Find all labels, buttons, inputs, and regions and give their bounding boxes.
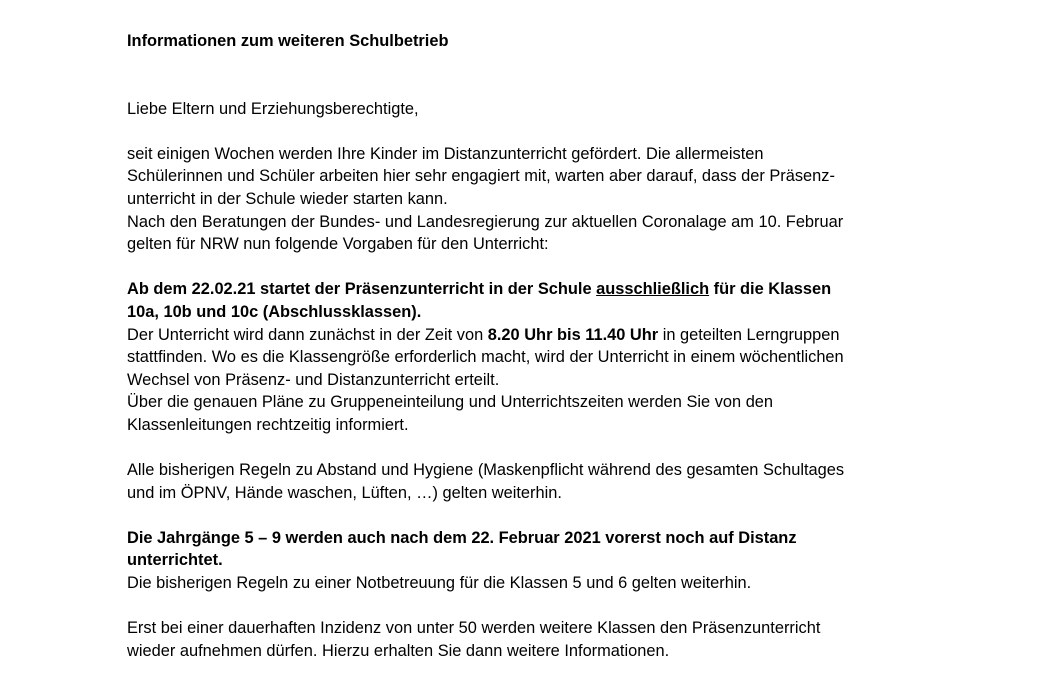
hygiene-line: Alle bisherigen Regeln zu Abstand und Hygiene (Maskenpflicht während des gesamten Schultages — [127, 461, 845, 480]
intro-line: Schülerinnen und Schüler arbeiten hier sehr engagiert mit, warten aber darauf, dass der Präsenz- — [127, 167, 835, 186]
announcement-paragraph — [127, 278, 987, 436]
distance-notice-line: unterrichtet. — [127, 551, 223, 570]
announcement-line — [127, 278, 987, 301]
schedule-line: Über die genauen Pläne zu Gruppeneinteilung und Unterrichtszeiten werden Sie von den — [127, 393, 774, 412]
announcement-text: Ab dem 22.02.21 startet der Präsenzunterricht in der Schule — [127, 280, 597, 299]
incidence-paragraph — [127, 617, 987, 662]
intro-line: unterricht in der Schule wieder starten kann. — [127, 189, 448, 208]
distance-paragraph — [127, 527, 987, 595]
schedule-line — [127, 324, 987, 347]
announcement-emphasis: ausschließlich — [596, 280, 710, 299]
intro-line: seit einigen Wochen werden Ihre Kinder im Distanzunterricht gefördert. Die allermeisten — [127, 144, 764, 163]
salutation: Liebe Eltern und Erziehungsberechtigte, — [127, 99, 419, 118]
hygiene-paragraph — [127, 459, 987, 504]
intro-line: Nach den Beratungen der Bundes- und Landesregierung zur aktuellen Coronalage am 10. Februar — [127, 212, 844, 231]
document-title: Informationen zum weiteren Schulbetrieb — [127, 32, 449, 50]
distance-notice-line: Die Jahrgänge 5 – 9 werden auch nach dem 22. Februar 2021 vorerst noch auf Distanz — [127, 528, 797, 547]
schedule-text: Der Unterricht wird dann zunächst in der Zeit von — [127, 325, 488, 344]
incidence-line: wieder aufnehmen dürfen. Hierzu erhalten Sie dann weitere Informationen. — [127, 641, 670, 660]
document-page — [127, 30, 987, 662]
care-line: Die bisherigen Regeln zu einer Notbetreuung für die Klassen 5 und 6 gelten weiterhin. — [127, 574, 752, 593]
incidence-line: Erst bei einer dauerhaften Inzidenz von unter 50 werden weitere Klassen den Präsenzunterricht — [127, 619, 821, 638]
intro-line: gelten für NRW nun folgende Vorgaben für den Unterricht: — [127, 235, 549, 254]
intro-paragraph — [127, 143, 987, 256]
schedule-line: Klassenleitungen rechtzeitig informiert. — [127, 415, 409, 434]
schedule-time: 8.20 Uhr bis 11.40 Uhr — [487, 325, 659, 344]
schedule-text: in geteilten Lerngruppen — [658, 325, 840, 344]
schedule-line: stattfinden. Wo es die Klassengröße erforderlich macht, wird der Unterricht in einem wöchentlichen — [127, 348, 844, 367]
announcement-line: 10a, 10b und 10c (Abschlussklassen). — [127, 302, 422, 321]
announcement-text: für die Klassen — [709, 280, 832, 299]
hygiene-line: und im ÖPNV, Hände waschen, Lüften, …) gelten weiterhin. — [127, 483, 562, 502]
schedule-line: Wechsel von Präsenz- und Distanzunterricht erteilt. — [127, 370, 500, 389]
